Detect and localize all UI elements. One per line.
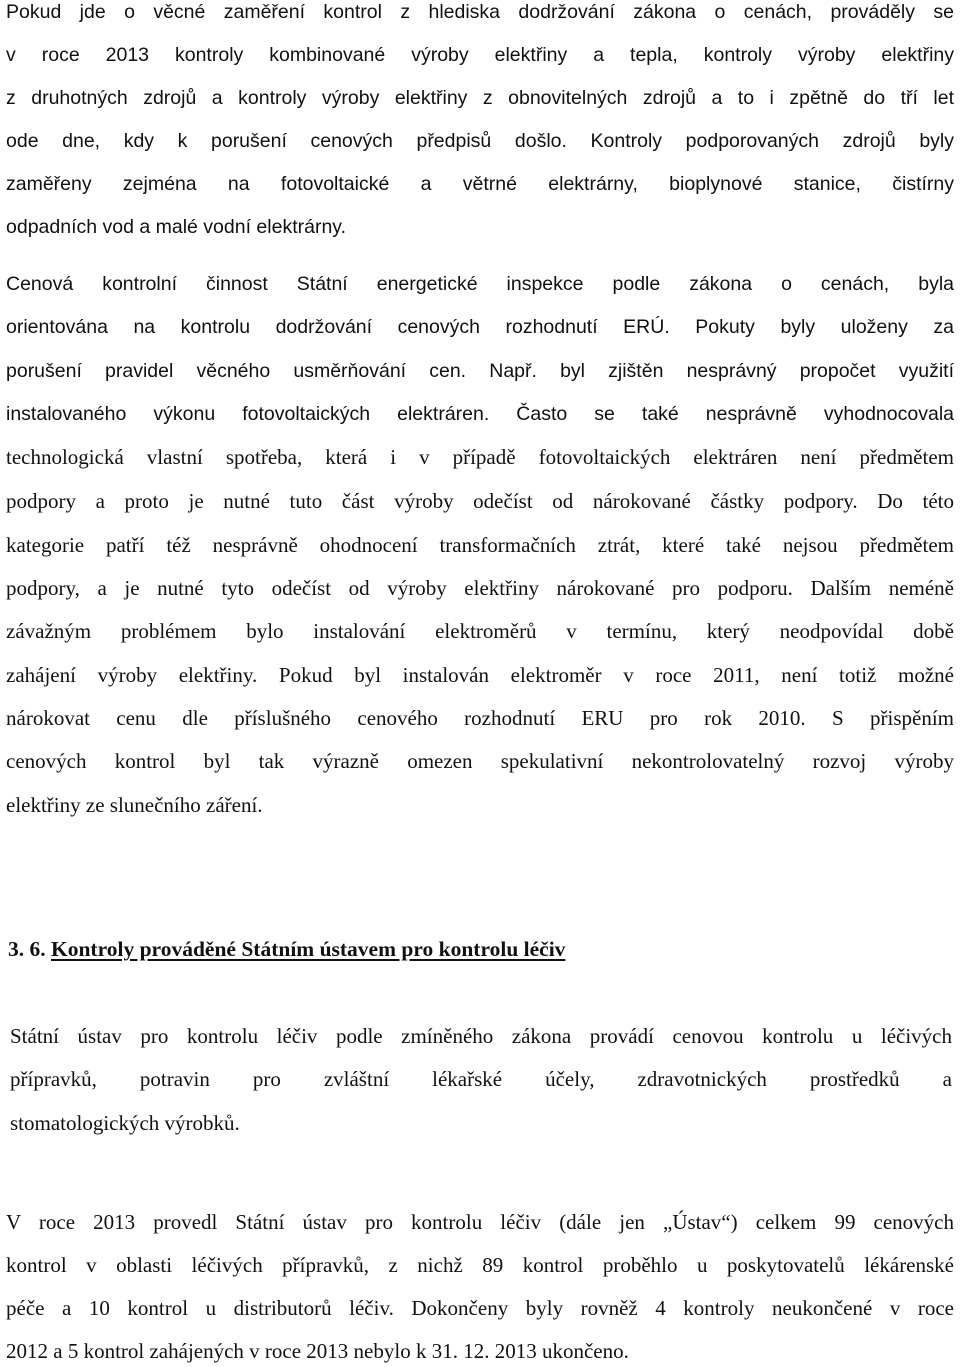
text-line: zaměřeny zejména na fotovoltaické a větrné elektrárny, bioplynové stanice, čistírny	[6, 173, 954, 195]
text-line: Pokud jde o věcné zaměření kontrol z hlediska dodržování zákona o cenách, prováděly se	[6, 1, 954, 23]
text-line: technologická vlastní spotřeba, která i v případě fotovoltaických elektráren není předmětem	[6, 445, 954, 469]
text-line: instalovaného výkonu fotovoltaických elektráren. Často se také nesprávně vyhodnocovala	[6, 403, 954, 425]
text-line: stomatologických výrobků.	[10, 1111, 240, 1135]
text-line: cenových kontrol byl tak výrazně omezen spekulativní nekontrolovatelný rozvoj výroby	[6, 749, 954, 773]
text-line: v roce 2013 kontroly kombinované výroby elektřiny a tepla, kontroly výroby elektřiny	[6, 44, 954, 66]
text-line: podpory a proto je nutné tuto část výroby odečíst od nárokované částky podpory. Do této	[6, 489, 954, 513]
text-line: péče a 10 kontrol u distributorů léčiv. Dokončeny byly rovněž 4 kontroly neukončené v roce	[6, 1296, 954, 1320]
section-number: 3. 6.	[8, 937, 46, 961]
text-line: závažným problémem bylo instalování elektroměrů v termínu, který neodpovídal době	[6, 619, 954, 643]
text-line: zahájení výroby elektřiny. Pokud byl instalován elektroměr v roce 2011, není totiž možné	[6, 663, 954, 687]
text-line: kategorie patří též nesprávně ohodnocení transformačních ztrát, které také nejsou předmětem	[6, 533, 954, 557]
text-line: podpory, a je nutné tyto odečíst od výroby elektřiny nárokované pro podporu. Dalším neméně	[6, 576, 954, 600]
text-line: ode dne, kdy k porušení cenových předpisů došlo. Kontroly podporovaných zdrojů byly	[6, 130, 954, 152]
text-line: elektřiny ze slunečního záření.	[6, 793, 263, 817]
text-line: kontrol v oblasti léčivých přípravků, z nichž 89 kontrol proběhlo u poskytovatelů lékárenské	[6, 1253, 954, 1277]
text-line: Státní ústav pro kontrolu léčiv podle zmíněného zákona provádí cenovou kontrolu u léčivých	[10, 1024, 952, 1048]
text-line: nárokovat cenu dle příslušného cenového rozhodnutí ERU pro rok 2010. S přispěním	[6, 706, 954, 730]
text-line: V roce 2013 provedl Státní ústav pro kontrolu léčiv (dále jen „Ústav“) celkem 99 cenových	[6, 1210, 954, 1234]
section-heading	[8, 934, 565, 964]
text-line: Cenová kontrolní činnost Státní energetické inspekce podle zákona o cenách, byla	[6, 273, 954, 295]
text-line: přípravků, potravin pro zvláštní lékařské účely, zdravotnických prostředků a	[10, 1067, 952, 1091]
text-line: z druhotných zdrojů a kontroly výroby elektřiny z obnovitelných zdrojů a to i zpětně do tří let	[6, 87, 954, 109]
text-line: odpadních vod a malé vodní elektrárny.	[6, 216, 347, 238]
text-line: 2012 a 5 kontrol zahájených v roce 2013 nebylo k 31. 12. 2013 ukončeno.	[6, 1339, 629, 1363]
text-line: porušení pravidel věcného usměrňování cen. Např. byl zjištěn nesprávný propočet využití	[6, 360, 954, 382]
text-line: orientována na kontrolu dodržování cenových rozhodnutí ERÚ. Pokuty byly uloženy za	[6, 316, 954, 338]
section-title: Kontroly prováděné Státním ústavem pro kontrolu léčiv	[51, 937, 566, 961]
